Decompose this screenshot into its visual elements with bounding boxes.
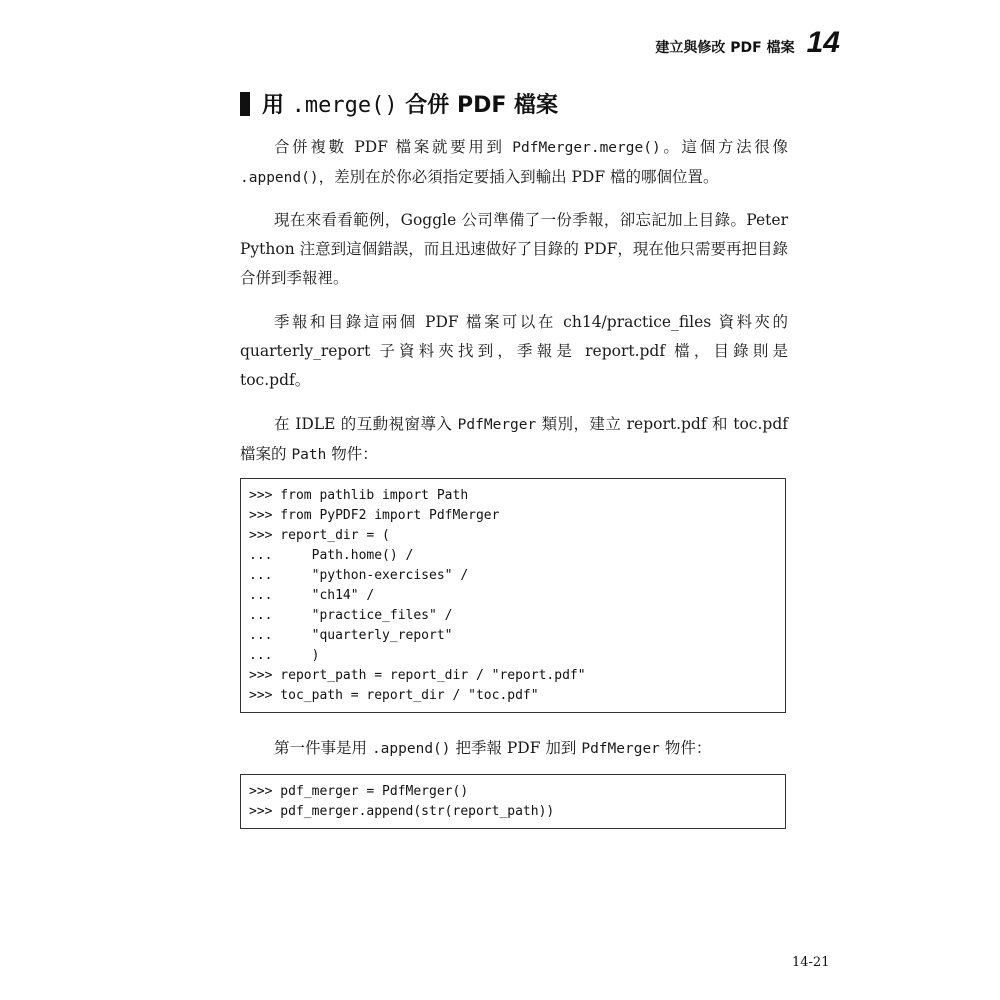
p5-text-1: 第一件事是用: [274, 739, 372, 757]
running-header: [655, 26, 840, 60]
p1-text-1: 合併複數 PDF 檔案就要用到: [274, 138, 513, 156]
paragraph-merge-intro: [240, 133, 788, 193]
section-title-pre: 用: [262, 93, 292, 118]
p5-code-append: .append(): [371, 741, 451, 757]
code-line: >>> pdf_merger.append(str(report_path)): [249, 804, 555, 819]
p4-text-1: 在 IDLE 的互動視窗導入: [274, 415, 458, 433]
p4-text-2: 類別，建立 report.pdf 和 toc.pdf 檔案的: [240, 415, 788, 463]
code-line: ... "practice_files" /: [249, 608, 453, 623]
p2-text-1: 現在來看看範例，Goggle 公司準備了一份季報，卻忘記加上目錄。Peter Python 注意到這個錯誤，而且迅速做好了目錄的 PDF，現在他只需要再把目錄合併到季報裡。: [240, 211, 788, 287]
code-line: ... "python-exercises" /: [249, 568, 469, 583]
code-line: >>> report_dir = (: [249, 528, 390, 543]
code-line: ... Path.home() /: [249, 548, 414, 563]
heading-bar: [240, 92, 250, 116]
page-number: 14-21: [792, 955, 830, 970]
paragraph-import-instructions: [240, 410, 788, 470]
code-line: >>> pdf_merger = PdfMerger(): [249, 784, 469, 799]
p3-text-1: 季報和目錄這兩個 PDF 檔案可以在 ch14/practice_files 資料夾的 quarterly_report 子資料夾找到，季報是 report.pdf 檔，目錄則是 toc.pdf。: [240, 313, 788, 389]
paragraph-append-step: [240, 734, 788, 764]
code-line: >>> from PyPDF2 import PdfMerger: [249, 508, 500, 523]
section-title-post: 合併 PDF 檔案: [397, 93, 559, 118]
p1-text-3: ，差別在於你必須指定要插入到輸出 PDF 檔的哪個位置。: [318, 168, 719, 186]
chapter-title: 建立與修改 PDF 檔案: [655, 40, 795, 56]
code-line: >>> from pathlib import Path: [249, 488, 469, 503]
p1-text-2: 。這個方法很像: [660, 138, 788, 156]
p5-text-3: 物件：: [659, 739, 712, 757]
code-block-setup: [240, 478, 786, 713]
code-line: >>> report_path = report_dir / "report.pdf": [249, 668, 586, 683]
p4-code-path: Path: [291, 447, 327, 463]
p4-text-3: 物件：: [326, 445, 378, 463]
p5-text-2: 把季報 PDF 加到: [450, 739, 582, 757]
p1-code-merge: PdfMerger.merge(): [512, 140, 661, 156]
paragraph-files-location: [240, 308, 788, 395]
chapter-number: 14: [806, 26, 840, 59]
paragraph-example: [240, 206, 788, 293]
section-heading: [240, 88, 558, 119]
code-line: ... ): [249, 648, 320, 663]
p5-code-pdfmerger: PdfMerger: [581, 741, 660, 757]
section-title-code: .merge(): [291, 93, 398, 118]
p4-code-pdfmerger: PdfMerger: [457, 417, 537, 433]
code-line: ... "quarterly_report": [249, 628, 453, 643]
code-line: ... "ch14" /: [249, 588, 375, 603]
code-block-append: [240, 774, 786, 829]
p1-code-append: .append(): [240, 170, 319, 186]
code-line: >>> toc_path = report_dir / "toc.pdf": [249, 688, 539, 703]
section-title: [262, 88, 558, 119]
